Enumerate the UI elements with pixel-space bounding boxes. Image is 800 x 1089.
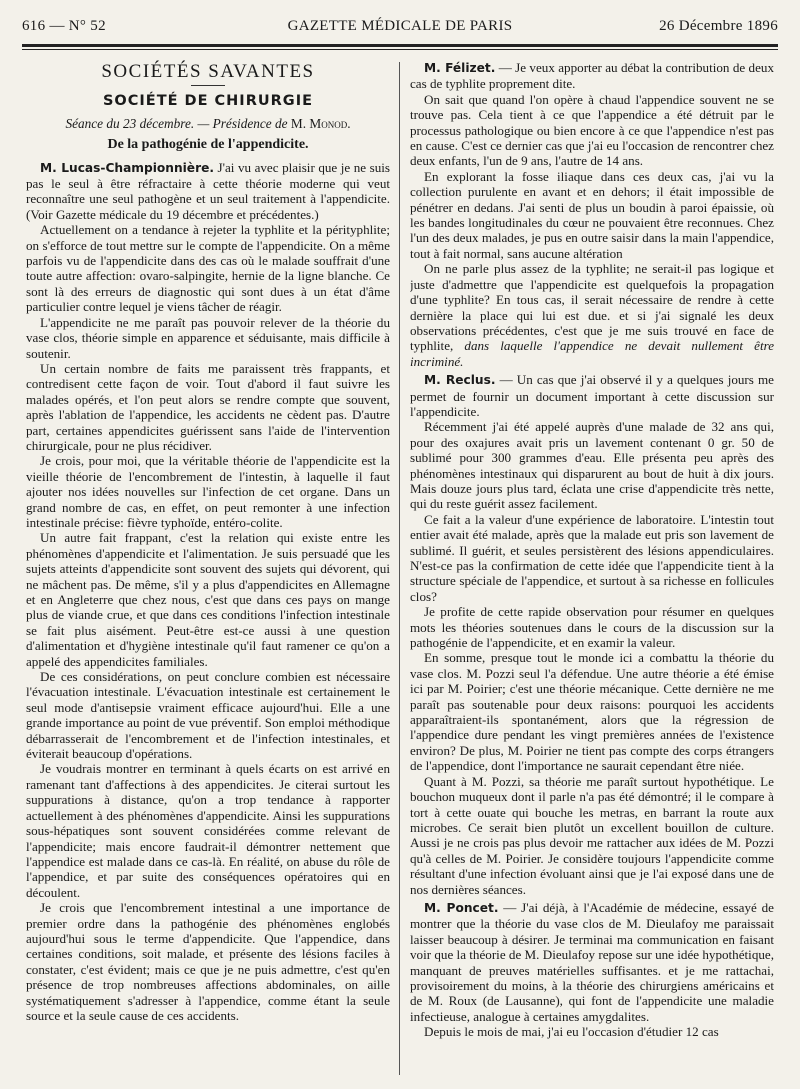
- paragraph-text: — Je veux apporter au débat la contribution de deux cas de typhlite proprement dite.: [410, 60, 774, 92]
- paragraph-text: Je crois, pour moi, que la véritable théorie de l'appendicite est la vieille théorie de l'encombrement de l'intestin, à laquelle il faut ajouter nos idées nouvelles sur l'infection de cet organe. Dans un grand nombre de cas, en effet, on peut remonter à une infection intestinale précise: fièvre typhoïde, entéro-colite.: [26, 453, 390, 530]
- right-column: [410, 60, 774, 1075]
- speaker-name: M. Félizet.: [424, 61, 496, 75]
- paragraph: [410, 774, 774, 897]
- paragraph: [410, 604, 774, 650]
- paragraph-text: J'ai vu avec plaisir que je ne suis pas le seul à être réfractaire à cette théorie moderne qui veut reconnaître une seul pathogène et un seul traitement à l'appendicite. (Voir Gazette médicale du 19 décembre et précédentes.): [26, 159, 390, 222]
- paragraph: [26, 900, 390, 1023]
- paragraph-text: Je profite de cette rapide observation pour résumer en quelques mots les théories soutenues dans le cours de la discussion sur la pathogénie de l'appendicite, et en examir la valeur.: [410, 604, 774, 651]
- paragraph: [410, 92, 774, 169]
- paragraph-text: Ce fait a la valeur d'une expérience de laboratoire. L'intestin tout entier avait été malade, après que la malade eut pris son lavement de sublimé. Il guérit, et seules persistèrent des lésions appendiculaires. N'est-ce pas la confirmation de cette idée que l'appendicite tient à la structure spéciale de l'appendice, et surtout à sa richesse en follicules clos?: [410, 511, 774, 604]
- paragraph-text: En explorant la fosse iliaque dans ces deux cas, j'ai vu la collection purulente en avant et en dehors; il était impossible de pénétrer en dedans. J'ai senti de plus un boudin à paroi épaissie, où les bandes longitudinales du cœur ne pouvaient être reconnues. Chez l'un des deux malades, je pus en outre saisir dans la main l'appendice, tout à fait normal, sans aucune altération: [410, 168, 774, 261]
- paragraph-text: — Un cas que j'ai observé il y a quelques jours me permet de fournir un document important à cette discussion sur l'appendicite.: [410, 372, 774, 419]
- speaker-name: M. Reclus.: [424, 373, 496, 388]
- paragraph: [410, 372, 774, 419]
- paragraph: [26, 315, 390, 361]
- session-text: Séance du 23 décembre. — Présidence de: [65, 115, 288, 131]
- paragraph: [410, 900, 774, 1024]
- left-column: [26, 60, 390, 1075]
- paragraph: [410, 650, 774, 773]
- paragraph: [26, 761, 390, 900]
- session-line: [26, 116, 390, 131]
- speaker-name: M. Poncet.: [424, 900, 499, 915]
- paragraph-text: Actuellement on a tendance à rejeter la typhlite et la pérityphlite; on s'efforce de tout mettre sur le compte de l'appendicite. On a même parfois vu de l'appendicite dans des cas où le malade souffrait d'une toute autre affection: ovaro-salpingite, hernie de la ligne blanche. Ce sont là des erreurs de diagnostic qui sont dues à un état d'âme particulier contre lequel je viens tâcher de réagir.: [26, 222, 390, 315]
- journal-title: GAZETTE MÉDICALE DE PARIS: [287, 18, 513, 34]
- title-rule: [191, 85, 225, 86]
- society-title: SOCIÉTÉ DE CHIRURGIE: [102, 93, 314, 110]
- paragraph: [410, 261, 774, 369]
- paragraph: [26, 453, 390, 530]
- issue-date: 26 Décembre 1896: [659, 18, 778, 34]
- paragraph-text: Un certain nombre de faits me paraissent très frappants, et contredisent cette façon de voir. Tout d'abord il faut suivre les malades opérés, et l'on peut alors se rendre compte que souvent, après l'ablation de l'appendice, les accidents ne cèdent pas. D'autre part, certaines appendicites guérissent sans l'aide de l'intervention chirurgicale, pour ne plus récidiver.: [26, 360, 390, 453]
- paragraph-text: Je voudrais montrer en terminant à quels écarts on est arrivé en ramenant tant d'affections à des appendicites. Je citerai surtout les suppurations à distance, qu'on a trop tendance à rapporter actuellement à des phénomènes d'appendicite. Ainsi les suppurations sous-hépatiques sont souvent considérées comme relevant de l'appendicite; mais encore faudrait-il démontrer nettement que l'appendice est malade dans ce cas-là. En réalité, on abuse du rôle de l'appendice, et par suite des conséquences opératoires qui en découlent.: [26, 761, 390, 900]
- paragraph-text: — J'ai déjà, à l'Académie de médecine, essayé de montrer que la théorie du vase clos de M. Dieulafoy me paraissait laisser beaucoup à désirer. Je terminai ma communication en faisant voir que la théorie de M. Dieulafoy repose sur une idée hypothétique, manquant de preuves matérielles suffisantes. et je me rattachai, provisoirement du moins, à la théorie des chirurgiens américains et de M. Roux (de Lausanne), qui font de l'appendicite une maladie infectieuse, analogue à certaines amygdalites.: [410, 899, 774, 1024]
- topic-title: De la pathogénie de l'appendicite.: [107, 137, 309, 153]
- paragraph-text: L'appendicite ne me paraît pas pouvoir relever de la théorie du vase clos, théorie simple en apparence et séduisante, mais difficile à soutenir.: [26, 314, 390, 361]
- paragraph-text: On sait que quand l'on opère à chaud l'appendice souvent ne se trouve pas. Cela tient à ce que l'appendice a été détruit par le processus pathologique ou bien encore à ce que l'appendice n'est pas en cause. C'est ce dernier cas que j'ai eu l'occasion de rencontrer chez deux enfants, l'un de 9 ans, l'autre de 14 ans.: [410, 91, 774, 169]
- column-divider: [399, 62, 400, 1075]
- italic-text: dans laquelle l'appendice ne devait nullement être incriminé.: [410, 338, 774, 369]
- paragraph: [26, 530, 390, 669]
- paragraph-text: Je crois que l'encombrement intestinal a une importance de premier ordre dans la pathogénie des phénomènes englobés aujourd'hui sous le terme d'appendicite. Que l'appendice, dans certaines conditions, soit malade, et présente des lésions faciles à constater, c'est évident; mais ce que je ne puis admettre, c'est qu'en présence de trop nombreuses affections abdominales, on aille systématiquement s'adresser à l'appendice, comme étant la seule source et la seule cause de ces accidents.: [26, 900, 390, 1023]
- paragraph-text: Depuis le mois de mai, j'ai eu l'occasion d'étudier 12 cas: [424, 1024, 719, 1040]
- paragraph: [410, 60, 774, 92]
- paragraph-text: Récemment j'ai été appelé auprès d'une malade de 32 ans qui, pour des oxajures avait pris un lavement contenant 0 gr. 50 de sublimé pour 300 grammes d'eau. Elle présenta peu après des phénomènes intestinaux qui disparurent au bout de huit à dix jours. Mais douze jours plus tard, éclata une crise d'appendicite très nette, qui du reste guérit assez facilement.: [410, 419, 774, 512]
- paragraph: [26, 222, 390, 314]
- paragraph: [410, 419, 774, 511]
- paragraph: [410, 1024, 774, 1039]
- paragraph: [26, 160, 390, 223]
- paragraph: [410, 169, 774, 261]
- president-name: M. Monod.: [290, 115, 351, 131]
- page-number: 616 — N° 52: [22, 18, 106, 34]
- paragraph: [26, 361, 390, 453]
- paragraph-text: De ces considérations, on peut conclure combien est nécessaire l'évacuation intestinale. L'évacuation intestinale est certainement le seul mode d'antisepsie vraiment efficace aujourd'hui. Elle a une grande importance au point de vue préventif. Son emploi méthodique débarrasserait de l'encombrement et de l'infection intestinales, et éviterait beaucoup d'opérations.: [26, 669, 390, 762]
- header-rule-thick: [22, 44, 778, 47]
- paragraph-text: Un autre fait frappant, c'est la relation qui existe entre les phénomènes d'appendicite et l'alimentation. Je suis persuadé que les sujets atteints d'appendicite sont souvent des sujets qui dévorent, qui ne mâchent pas. De même, s'il y a plus d'appendicites en Allemagne et en Angleterre que chez nous, c'est que dans ces pays on mange plus de viande crue, et que dans ces conditions l'infection intestinale se fait plus aisément. Peut-être est-ce aussi à une question d'alimentation et d'hygiène intestinale qu'il faut ramener ce qu'on a appelé des appendicites familiales.: [26, 530, 390, 669]
- paragraph: [26, 669, 390, 761]
- paragraph-text: En somme, presque tout le monde ici a combattu la théorie du vase clos. M. Pozzi seul l'a défendue. Une autre théorie a été émise ici par M. Poirier; c'est une théorie mécanique. Cette dernière ne me paraît pas soutenable pour deux raisons: pourquoi les accidents apparaîtraient-ils spontanément, alors que la régression de l'appendice dure pendant les vingt premières années de l'existence environ? De plus, M. Poirier ne tient pas compte des corps étrangers de l'appendice, dont l'importance ne saurait cependant être niée.: [410, 650, 774, 774]
- running-header: [22, 12, 778, 38]
- paragraph-text: Quant à M. Pozzi, sa théorie me paraît surtout hypothétique. Le bouchon muqueux dont il parle n'a pas été démontré; il le compare à tort à cette ouate qui bouche les metras, en barrant la route aux microbes. Ce serait bien plutôt un excellent bouillon de culture. Aussi je ne crois pas plus devoir me rattacher aux idées de M. Pozzi qu'à celles de M. Poirier. Je considère toujours l'appendicite comme résultant d'une infection évoluant ainsi que je l'ai exposé dans une de nos dernières séances.: [410, 773, 774, 897]
- header-rule-thin: [22, 49, 778, 50]
- speaker-name: M. Lucas-Championnière.: [40, 160, 214, 175]
- paragraph: [410, 512, 774, 604]
- section-title: SOCIÉTÉS SAVANTES: [101, 61, 315, 82]
- paragraph-text: On ne parle plus assez de la typhlite; ne serait-il pas logique et juste d'admettre que l'appendicite est quelquefois la propagation d'une typhlite? En tous cas, il serait nécessaire de rendre à cette dernière la place qui lui est due. et si j'ai signalé les deux observations précédentes, c'est que je me suis trouvé en face de typhlite,: [410, 261, 774, 354]
